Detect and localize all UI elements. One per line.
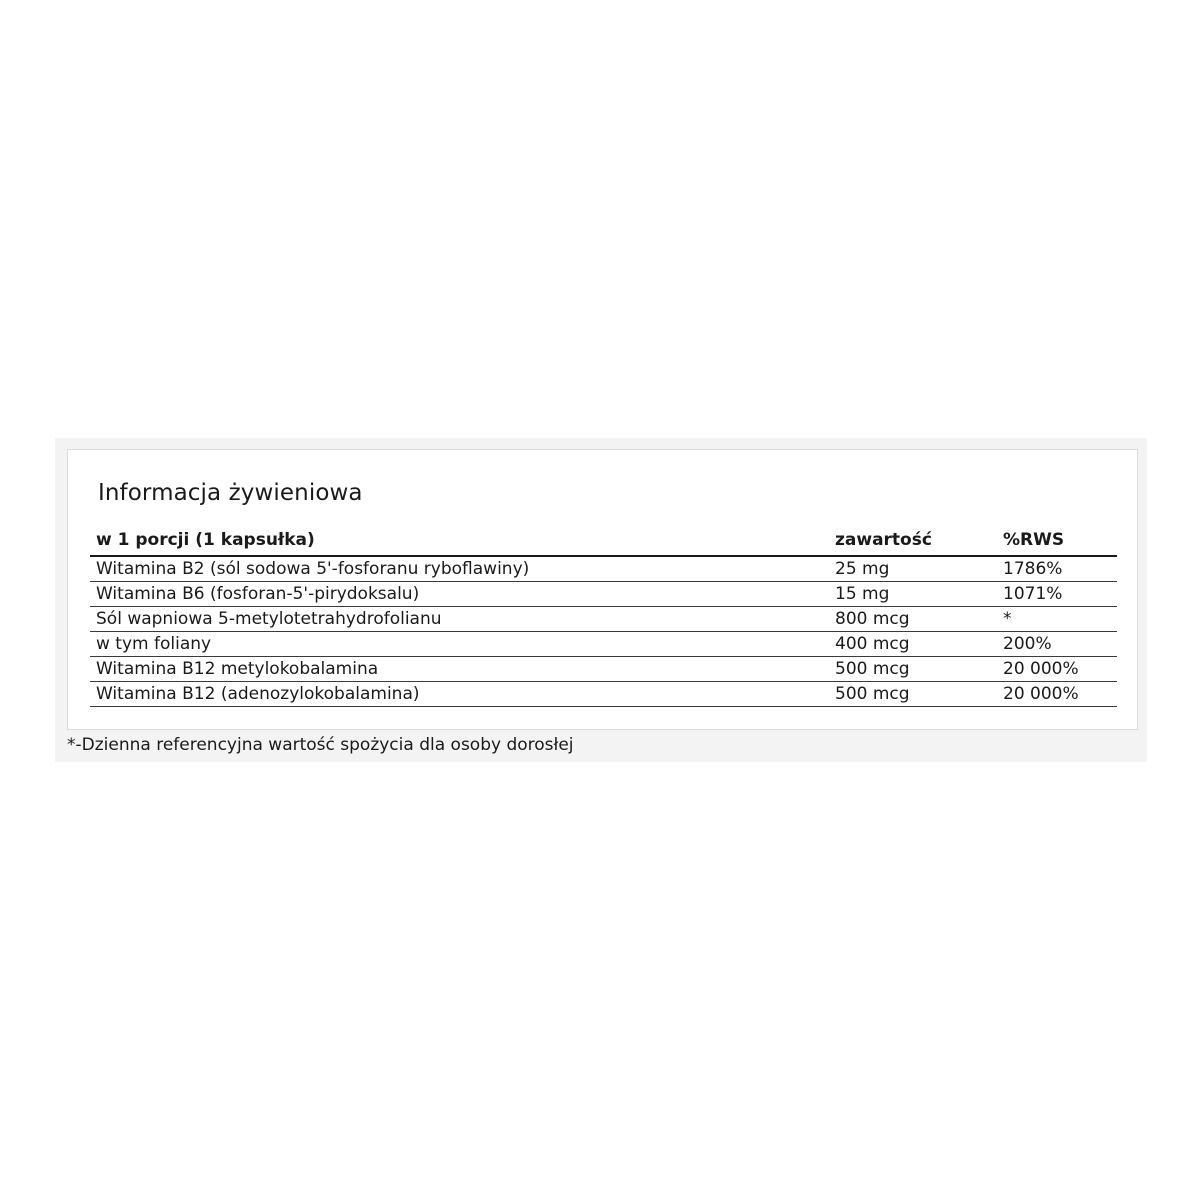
nutrition-title: Informacja żywieniowa xyxy=(98,480,363,506)
ingredient-name: Witamina B2 (sól sodowa 5'-fosforanu ryboflawiny) xyxy=(96,559,530,579)
ingredient-name: Witamina B6 (fosforan-5'-pirydoksalu) xyxy=(96,584,420,604)
ingredient-rws: * xyxy=(1003,609,1012,629)
table-row xyxy=(90,582,1117,607)
ingredient-rws: 20 000% xyxy=(1003,684,1079,704)
ingredient-rws: 1071% xyxy=(1003,584,1063,604)
ingredient-name: Witamina B12 (adenozylokobalamina) xyxy=(96,684,420,704)
ingredient-amount: 500 mcg xyxy=(835,684,910,704)
ingredient-amount: 800 mcg xyxy=(835,609,910,629)
header-amount: zawartość xyxy=(835,529,932,550)
nutrition-panel xyxy=(55,438,1147,762)
header-rws: %RWS xyxy=(1003,529,1065,550)
table-row xyxy=(90,607,1117,632)
ingredient-name: Witamina B12 metylokobalamina xyxy=(96,659,379,679)
ingredient-amount: 15 mg xyxy=(835,584,890,604)
ingredient-amount: 25 mg xyxy=(835,559,890,579)
table-row xyxy=(90,632,1117,657)
ingredient-name: Sól wapniowa 5-metylotetrahydrofolianu xyxy=(96,609,442,629)
ingredient-amount: 500 mcg xyxy=(835,659,910,679)
ingredient-rws: 20 000% xyxy=(1003,659,1079,679)
ingredient-rws: 200% xyxy=(1003,634,1052,654)
footnote: *-Dzienna referencyjna wartość spożycia dla osoby dorosłej xyxy=(67,735,574,755)
table-header-row xyxy=(90,521,1117,556)
ingredient-name: w tym foliany xyxy=(96,634,212,654)
table-row xyxy=(90,682,1117,707)
table-row xyxy=(90,556,1117,582)
nutrition-card xyxy=(67,449,1138,730)
ingredient-amount: 400 mcg xyxy=(835,634,910,654)
header-portion: w 1 porcji (1 kapsułka) xyxy=(96,529,315,550)
nutrition-table xyxy=(90,521,1117,707)
table-row xyxy=(90,657,1117,682)
ingredient-rws: 1786% xyxy=(1003,559,1063,579)
